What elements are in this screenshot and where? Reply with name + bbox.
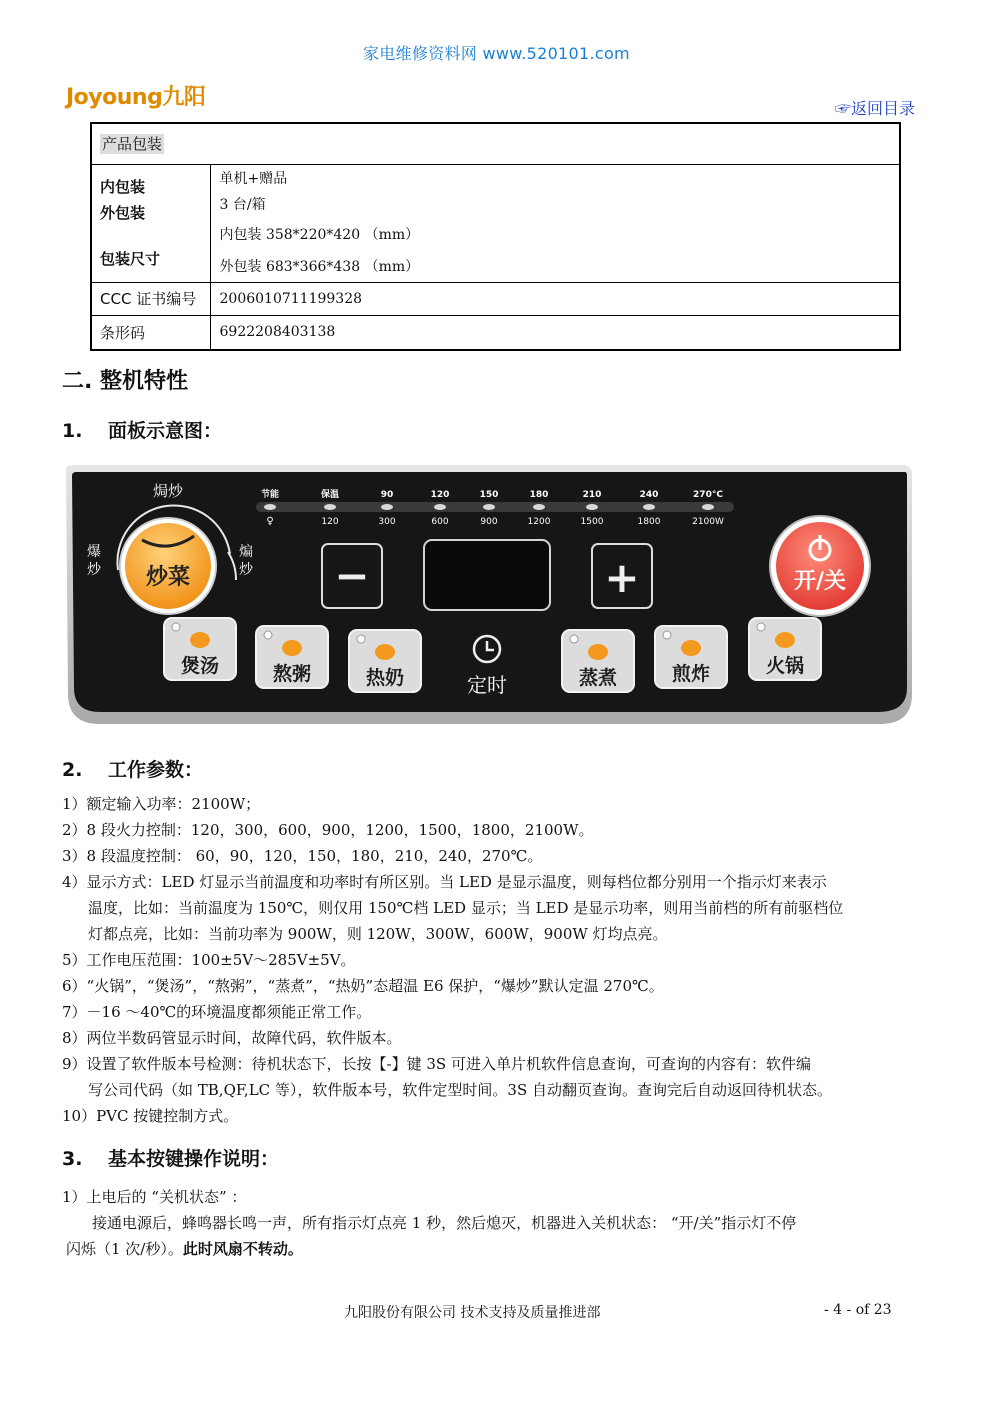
packaging-title-cell: [91, 123, 900, 164]
indicator-led-3: [434, 504, 446, 510]
param-4a: 4）显示方式：LED 灯显示当前温度和功率时有所区别。当 LED 是显示温度，则每档位都分别用一个指示灯来表示: [62, 873, 827, 891]
inner-pack-value: 单机+赠品: [219, 171, 288, 187]
footer-company: 九阳股份有限公司 技术支持及质量推进部: [344, 1305, 601, 1321]
pack-size-inner: 内包装 358*220*420 （mm）: [219, 227, 420, 243]
indicator-led-0: [264, 504, 276, 510]
porridge-bowl-icon: [282, 640, 302, 656]
power-label-1: 300: [378, 517, 396, 527]
ccc-label: CCC 证书编号: [91, 282, 210, 315]
param-4c: 灯都点亮，比如：当前功率为 900W，则 120W，300W，600W，900W 灯均点亮。: [88, 925, 668, 943]
temp-label-5: 180: [529, 490, 549, 500]
inner-pack-label: 内包装: [100, 178, 146, 196]
timer-button[interactable]: 定时: [467, 673, 507, 697]
sub2-heading: [62, 755, 203, 782]
dial-center-label: 炒菜: [145, 565, 191, 590]
ccc-value: 2006010711199328: [210, 282, 900, 315]
section2-title: 二. 整机特性: [62, 369, 189, 394]
function-button-3[interactable]: [562, 630, 634, 692]
sub2-title: 工作参数：: [108, 759, 204, 781]
power-label-3: 900: [480, 517, 498, 527]
indicator-led-4: [483, 504, 495, 510]
eco-bulb-icon: ♀: [266, 516, 274, 527]
dial-left-label-2: 炒: [87, 562, 101, 578]
temp-label-6: 210: [582, 490, 602, 500]
ops-line-2: 接通电源后，蜂鸣器长鸣一声，所有指示灯点亮 1 秒，然后熄灭，机器进入关机状态： “开/关”指示灯不停: [92, 1214, 797, 1232]
temp-label-8: 270°C: [693, 490, 723, 500]
function-label-5: 火锅: [765, 655, 805, 677]
dial-left-label-1: 爆: [87, 544, 101, 560]
hotpot-icon: [775, 632, 795, 648]
sub3-title: 基本按键操作说明：: [108, 1148, 280, 1170]
footer-page-number: - 4 - of 23: [824, 1302, 892, 1318]
temp-label-4: 150: [479, 490, 499, 500]
function-label-4: 煎炸: [671, 663, 711, 685]
sub3-heading: [62, 1144, 279, 1171]
ops-line-3: [62, 1236, 932, 1262]
frying-pan-icon: [681, 640, 701, 656]
param-9a: 9）设置了软件版本号检测：待机状态下，长按【-】键 3S 可进入单片机软件信息查询，可查询的内容有：软件编: [62, 1055, 811, 1073]
temp-label-7: 240: [639, 490, 659, 500]
function-led-2: [357, 635, 365, 643]
param-7: 7）－16 ～40℃的环境温度都须能正常工作。: [62, 1003, 372, 1021]
plus-symbol: +: [604, 553, 640, 602]
sub3-num: 3.: [62, 1148, 83, 1170]
control-panel-diagram: [60, 462, 915, 732]
indicator-led-8: [702, 504, 714, 510]
packaging-table: [90, 122, 901, 351]
function-led-1: [264, 631, 272, 639]
milk-bottle-icon: [375, 644, 395, 660]
temp-label-0: 节能: [260, 490, 280, 500]
packaging-values: [210, 164, 900, 282]
power-label-0: 120: [321, 517, 339, 527]
ops-line-3b: 此时风扇不转动。: [182, 1240, 303, 1258]
function-led-4: [663, 631, 671, 639]
sub2-num: 2.: [62, 759, 83, 781]
function-button-0[interactable]: [164, 618, 236, 680]
function-button-5[interactable]: [749, 618, 821, 680]
function-button-4[interactable]: [655, 626, 727, 688]
dial-right-label-1: 煸: [239, 544, 253, 560]
back-to-toc-link[interactable]: ☞返回目录: [835, 99, 916, 118]
indicator-led-5: [533, 504, 545, 510]
indicator-led-2: [381, 504, 393, 510]
function-button-2[interactable]: [349, 630, 421, 692]
pack-size-outer: 外包装 683*366*438 （mm）: [219, 259, 420, 275]
temp-label-2: 90: [380, 490, 394, 500]
packaging-labels: [91, 164, 210, 282]
ops-list: [62, 1184, 932, 1262]
minus-symbol: −: [334, 551, 370, 600]
param-6: 6）“火锅”，“煲汤”，“熬粥”，“蒸煮”，“热奶”态超温 E6 保护，“爆炒”默认定温 270℃。: [62, 977, 664, 995]
ops-line-3a: 闪烁（1 次/秒）。: [66, 1240, 183, 1258]
power-label: 开/关: [793, 569, 847, 594]
function-led-3: [570, 635, 578, 643]
param-4b: 温度，比如：当前温度为 150℃，则仅用 150℃档 LED 显示；当 LED 是显示功率，则用当前档的所有前驱档位: [88, 899, 844, 917]
indicator-led-7: [643, 504, 655, 510]
power-label-6: 1800: [637, 517, 661, 527]
dial-top-label: 焗炒: [152, 482, 184, 500]
sub1-num: 1.: [62, 420, 83, 442]
soup-pot-icon: [190, 632, 210, 648]
joyoung-logo: Joyoung九阳: [66, 85, 206, 110]
watermark-header: 家电维修资料网 www.520101.com: [363, 44, 630, 63]
power-label-5: 1500: [580, 517, 604, 527]
power-label-4: 1200: [527, 517, 551, 527]
function-label-1: 熬粥: [272, 663, 312, 685]
param-9b: 写公司代码（如 TB,QF,LC 等），软件版本号，软件定型时间。3S 自动翻页查询。查询完后自动返回待机状态。: [88, 1081, 832, 1099]
outer-pack-value: 3 台/箱: [219, 197, 266, 213]
sub1-heading: [62, 416, 222, 443]
barcode-value: 6922208403138: [210, 315, 900, 350]
param-2: 2）8 段火力控制：120，300，600，900，1200，1500，1800，2100W。: [62, 821, 594, 839]
power-label-2: 600: [431, 517, 449, 527]
outer-pack-label: 外包装: [100, 204, 146, 222]
power-label-7: 2100W: [692, 517, 724, 527]
function-label-0: 煲汤: [180, 655, 220, 677]
param-5: 5）工作电压范围：100±5V～285V±5V。: [62, 951, 356, 969]
digital-display: [424, 540, 550, 610]
sub1-title: 面板示意图：: [108, 420, 223, 442]
indicator-led-1: [324, 504, 336, 510]
packaging-title: 产品包装: [102, 135, 163, 154]
ops-line-1: 1）上电后的 “关机状态” ：: [62, 1188, 247, 1206]
function-led-0: [172, 623, 180, 631]
function-label-3: 蒸煮: [578, 667, 618, 689]
function-label-2: 热奶: [365, 667, 405, 689]
barcode-label: 条形码: [91, 315, 210, 350]
param-8: 8）两位半数码管显示时间，故障代码，软件版本。: [62, 1029, 402, 1047]
indicator-led-6: [586, 504, 598, 510]
dial-right-label-2: 炒: [239, 562, 253, 578]
temp-label-1: 保温: [320, 490, 340, 500]
param-3: 3）8 段温度控制： 60，90，120，150，180，210，240，270℃。: [62, 847, 543, 865]
function-button-1[interactable]: [256, 626, 328, 688]
param-list: [62, 791, 932, 1129]
function-led-5: [757, 623, 765, 631]
param-1: 1）额定输入功率：2100W；: [62, 795, 261, 813]
param-10: 10）PVC 按键控制方式。: [62, 1107, 239, 1125]
pack-size-label: 包装尺寸: [100, 250, 161, 268]
temp-label-3: 120: [430, 490, 450, 500]
steamer-icon: [588, 644, 608, 660]
